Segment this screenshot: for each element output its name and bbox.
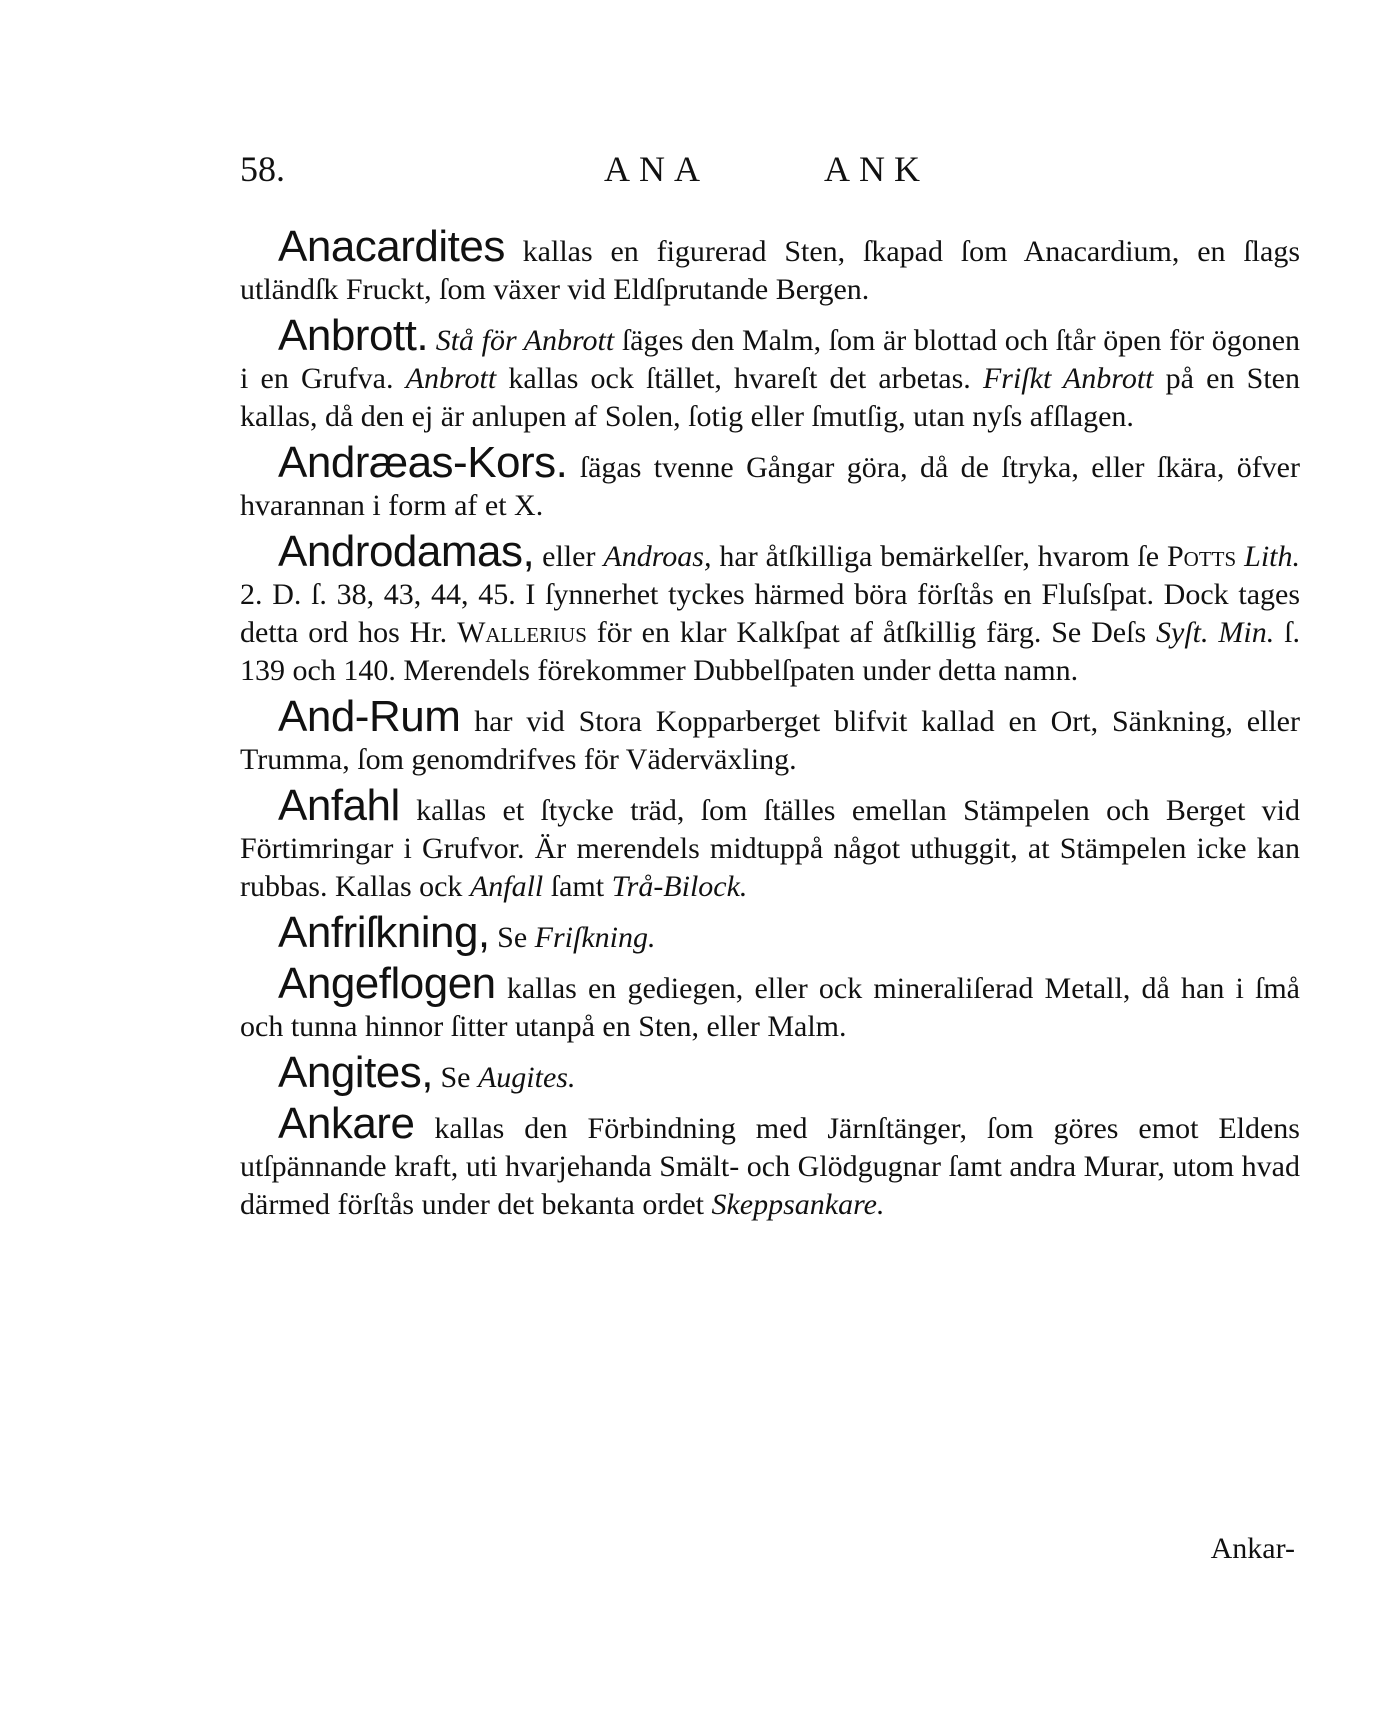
entry-text: Stå för Anbrott bbox=[435, 324, 615, 357]
running-header bbox=[240, 148, 1300, 198]
entry-headword: Angites, bbox=[278, 1048, 433, 1097]
dictionary-entry bbox=[240, 311, 1301, 436]
entry-text: Androas, bbox=[603, 540, 712, 573]
entry-text: Potts bbox=[1166, 540, 1237, 573]
catchword: Ankar- bbox=[1210, 1532, 1295, 1565]
entry-text: Lith. bbox=[1244, 540, 1300, 573]
entry-text: Trå-Bilock. bbox=[611, 870, 748, 903]
entry-headword: Androdamas, bbox=[278, 527, 535, 576]
entry-text: Friſkt Anbrott bbox=[982, 362, 1154, 395]
entry-text: Se bbox=[432, 1061, 478, 1094]
dictionary-entry bbox=[240, 781, 1300, 906]
entry-text: på en Sten kallas, då den ej är anlupen af Solen, ſotig eller ſmutſig, utan nyſs afſlagen. bbox=[240, 362, 1300, 433]
entry-headword: Angeflogen bbox=[278, 959, 496, 1008]
entry-text: ſ. 139 och 140. Merendels förekommer Dubbelſpaten under detta namn. bbox=[240, 616, 1300, 687]
dictionary-entry bbox=[240, 692, 1300, 779]
dictionary-entry bbox=[240, 959, 1300, 1046]
header-right-guideword: ANK bbox=[824, 149, 929, 189]
entry-headword: Anbrott. bbox=[278, 311, 429, 360]
entry-text: Syſt. Min. bbox=[1156, 616, 1275, 649]
dictionary-entry bbox=[240, 527, 1300, 690]
dictionary-entry bbox=[240, 1048, 1300, 1097]
entry-text: har vid Stora Kopparberget blifvit kallad en Ort, Sänkning, eller Trumma, ſom genomdrifves för Väderväxling. bbox=[240, 705, 1300, 776]
entry-text: ſägas tvenne Gångar göra, då de ſtryka, eller ſkära, öfver hvarannan i form af et X. bbox=[240, 451, 1300, 522]
dictionary-entry bbox=[240, 438, 1300, 525]
entry-text: kallas en figurerad Sten, ſkapad ſom Anacardium, en ſlags utländſk Fruckt, ſom växer vid Eldſprutande Bergen. bbox=[240, 235, 1300, 306]
entry-text: ſäges den Malm, ſom är blottad och ſtår öpen för ögonen i en Grufva. bbox=[240, 324, 1301, 395]
entry-headword: Ankare bbox=[278, 1099, 415, 1148]
entry-text: ſamt bbox=[543, 870, 612, 903]
entry-text: kallas den Förbindning med Järnſtänger, ſom göres emot Eldens utſpännande kraft, uti hvarjehanda Smält- och Glödgugnar ſamt andra Murar, utom hvad därmed förſtås under det bekanta ordet bbox=[240, 1112, 1300, 1221]
dictionary-entry bbox=[240, 1099, 1300, 1224]
dictionary-entry bbox=[240, 908, 1300, 957]
entry-headword: Anfriſkning, bbox=[278, 908, 490, 957]
entry-text: kallas ock ſtället, hvareſt det arbetas. bbox=[496, 362, 983, 395]
entry-headword: Anacardites bbox=[278, 222, 505, 271]
entry-text bbox=[1236, 540, 1244, 573]
entry-headword: Anfahl bbox=[278, 781, 400, 830]
entry-text: Anbrott bbox=[405, 362, 497, 395]
entries-column bbox=[240, 222, 1301, 1232]
header-left-guideword: ANA bbox=[604, 149, 709, 189]
entry-headword: Andræas-Kors. bbox=[278, 438, 568, 487]
entry-text: Wallerius bbox=[457, 616, 587, 649]
entry-text: Se bbox=[489, 921, 535, 954]
entry-text: Friſkning. bbox=[534, 921, 656, 954]
entry-text: Anfall bbox=[469, 870, 544, 903]
entry-text: kallas en gediegen, eller ock mineraliſerad Metall, då han i ſmå och tunna hinnor ſitter utanpå en Sten, eller Malm. bbox=[240, 972, 1300, 1043]
entry-text: kallas et ſtycke träd, ſom ſtälles emellan Stämpelen och Berget vid Förtimringar i Grufvor. Är merendels midtuppå något uthuggit, at Stämpelen icke kan rubbas. Kallas ock bbox=[240, 794, 1300, 903]
dictionary-entry bbox=[240, 222, 1300, 309]
entry-text bbox=[428, 324, 436, 357]
entry-text: Skeppsankare. bbox=[711, 1188, 885, 1221]
entry-text: för en klar Kalkſpat af åtſkillig färg. Se Deſs bbox=[586, 616, 1157, 649]
entry-text: 2. D. ſ. 38, 43, 44, 45. I ſynnerhet tyckes härmed böra förſtås en Fluſsſpat. Dock tages detta ord hos Hr. bbox=[240, 578, 1300, 649]
entry-text: eller bbox=[534, 540, 604, 573]
entry-text: har åtſkilliga bemärkelſer, hvarom ſe bbox=[711, 540, 1167, 573]
entry-text: Augites. bbox=[477, 1061, 576, 1094]
page-number: 58. bbox=[240, 149, 285, 189]
entry-headword: And-Rum bbox=[278, 692, 461, 741]
